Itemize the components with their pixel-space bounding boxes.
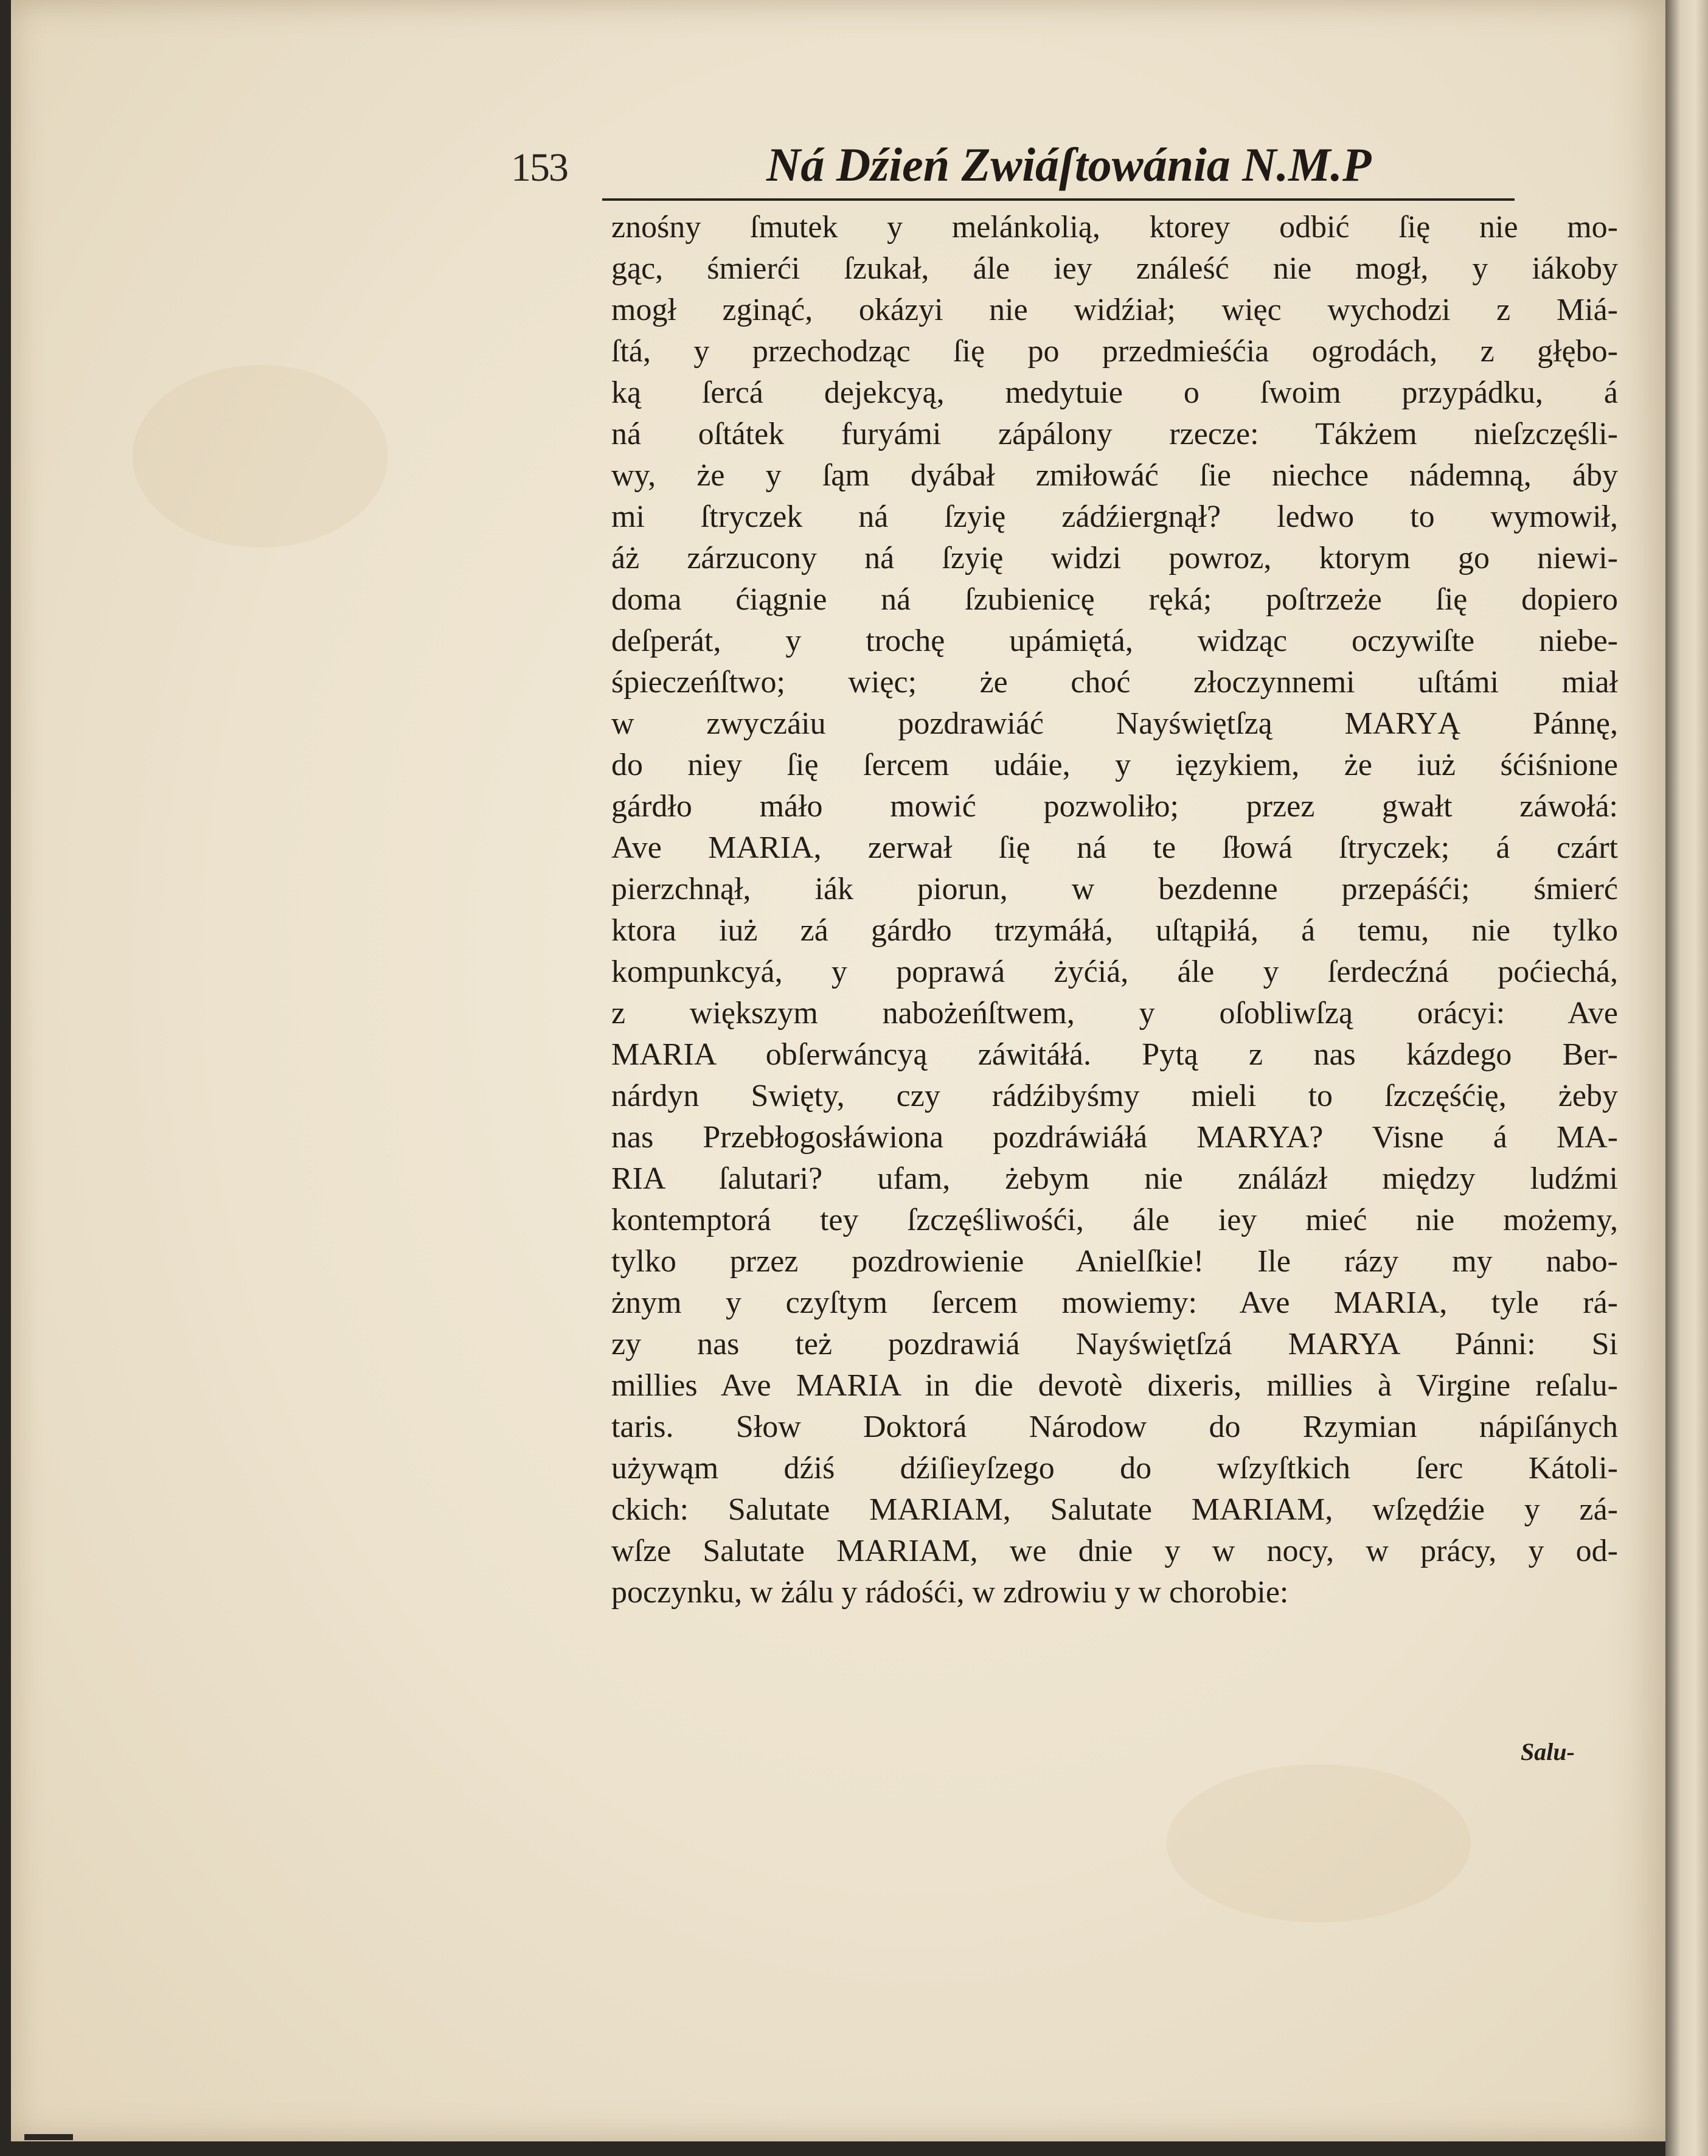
text-line: nárdyn Swięty, czy rádźibyśmy mieli to ſzczęśćię, żeby [611,1079,1618,1113]
text-line: mogł zginąć, okázyi nie widźiał; więc wychodzi z Miá- [611,293,1618,327]
text-line: ſtá, y przechodząc ſię po przedmieśćia ogrodách, z głębo- [611,334,1618,369]
text-line: doma ćiągnie ná ſzubienicę ręká; poſtrzeże ſię dopiero [611,582,1618,617]
text-line: żnym y czyſtym ſercem mowiemy: Ave MARIA, tyle rá- [611,1285,1618,1320]
text-line: deſperát, y trochę upámiętá, widząc oczywiſte niebe- [611,624,1618,658]
text-line: poczynku, w żálu y rádośći, w zdrowiu y w chorobie: [611,1575,1289,1610]
text-line: wſze Salutate MARIAM, we dnie y w nocy, w prácy, y od- [611,1534,1618,1568]
next-page-edge [1665,0,1708,2156]
header-rule [602,198,1515,201]
text-line: w zwyczáiu pozdrawiáć Nayświętſzą MARYĄ Pánnę, [611,706,1618,741]
text-line: ná oſtátek furyámi zápálony rzecze: Tákżem nieſzczęśli- [611,417,1618,451]
catchword: Salu- [1521,1738,1575,1765]
page-number: 153 [511,145,568,190]
text-line: zy nas też pozdrawiá Nayświętſzá MARYA Pánni: Si [611,1327,1618,1361]
text-line: kompunkcyá, y poprawá żyćiá, ále y ſerdecźná poćiechá, [611,955,1618,989]
text-line: RIA ſalutari? ufam, żebym nie ználázł między ludźmi [611,1161,1618,1196]
text-line: mi ſtryczek ná ſzyię zádźiergnął? ledwo to wymowił, [611,499,1618,534]
scan-edge-mark [24,2134,73,2140]
text-line: śpieczeńſtwo; więc; że choć złoczynnemi uſtámi miał [611,665,1618,700]
page-header [511,133,1612,200]
text-line: ckich: Salutate MARIAM, Salutate MARIAM, wſzędźie y zá- [611,1492,1618,1527]
text-line: taris. Słow Doktorá Národow do Rzymian nápiſánych [611,1410,1618,1444]
paper-stain [133,365,388,548]
text-line: pierzchnął, iák piorun, w bezdenne przepáśći; śmierć [611,872,1618,906]
text-line: gárdło máło mowić pozwoliło; przez gwałt záwołá: [611,789,1618,824]
paper-stain [1167,1764,1471,1922]
text-line: áż zárzucony ná ſzyię widzi powroz, ktorym go niewi- [611,541,1618,576]
text-line: Ave MARIA, zerwał ſię ná te ſłowá ſtryczek; á czárt [611,830,1618,865]
text-line: z większym nabożeńſtwem, y oſobliwſzą orácyi: Ave [611,996,1618,1031]
text-line: do niey ſię ſercem udáie, y ięzykiem, że iuż śćiśnione [611,748,1618,782]
text-line: millies Ave MARIA in die devotè dixeris, millies à Virgine reſalu- [611,1368,1618,1403]
text-line: tylko przez pozdrowienie Anielſkie! Ile rázy my nabo- [611,1244,1618,1279]
text-line: MARIA obſerwáncyą záwitáłá. Pytą z nas kázdego Ber- [611,1037,1618,1072]
running-title: Ná Dźień Zwiáſtowánia N.M.P [766,138,1372,191]
text-line: kontemptorá tey ſzczęśliwośći, ále iey mieć nie możemy, [611,1203,1618,1237]
text-line: nas Przebłogosłáwiona pozdráwiáłá MARYA? Visne á MA- [611,1120,1618,1155]
text-line: wy, że y ſąm dyábał zmiłowáć ſie niechce nádemną, áby [611,458,1618,493]
text-line: gąc, śmierći ſzukał, ále iey ználeść nie mogł, y iákoby [611,251,1618,286]
text-line: używąm dźiś dźiſieyſzego do wſzyſtkich ſerc Kátoli- [611,1451,1618,1486]
text-line: znośny ſmutek y melánkolią, ktorey odbić ſię nie mo- [611,210,1618,245]
text-line: ką ſercá dejekcyą, medytuie o ſwoim przypádku, á [611,375,1618,410]
body-text [611,207,1618,1613]
text-line: ktora iuż zá gárdło trzymáłá, uſtąpiłá, á temu, nie tylko [611,913,1618,948]
